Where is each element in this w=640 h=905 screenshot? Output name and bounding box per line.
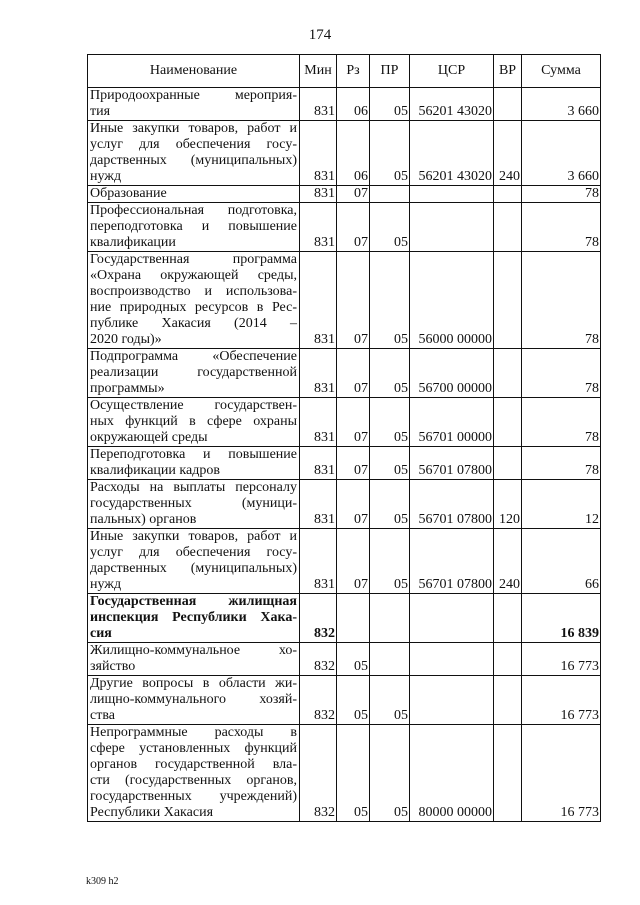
cell-sum: 12	[522, 480, 601, 529]
cell-min: 831	[300, 186, 337, 203]
row-name-line: Иные закупки товаров, работ и	[90, 529, 297, 544]
header-pr: ПР	[370, 55, 410, 88]
row-name	[88, 252, 300, 349]
cell-min: 831	[300, 398, 337, 447]
cell-sum: 78	[522, 349, 601, 398]
row-name-line: публике Хакасия (2014 –	[90, 316, 297, 331]
cell-min: 831	[300, 349, 337, 398]
row-name-line: Переподготовка и повышение	[90, 447, 297, 462]
table-row	[88, 398, 601, 447]
row-name-line: зяйство	[90, 659, 136, 674]
cell-sum: 3 660	[522, 88, 601, 121]
cell-csr: 56000 00000	[410, 252, 494, 349]
cell-min: 831	[300, 203, 337, 252]
row-name-line: «Охрана окружающей среды,	[90, 268, 297, 283]
cell-csr	[410, 186, 494, 203]
row-name	[88, 447, 300, 480]
row-name-line: нужд	[90, 577, 122, 592]
cell-sum: 78	[522, 447, 601, 480]
cell-sum: 78	[522, 398, 601, 447]
row-name-line: пальных) органов	[90, 512, 197, 527]
row-name-line: дарственных (муниципальных)	[90, 153, 297, 168]
cell-pr: 05	[370, 725, 410, 822]
cell-rz: 07	[337, 252, 370, 349]
cell-csr: 56701 07800	[410, 447, 494, 480]
cell-vr	[494, 594, 522, 643]
cell-vr	[494, 398, 522, 447]
row-name-line: органов государственной вла-	[90, 757, 297, 772]
cell-vr	[494, 447, 522, 480]
cell-rz: 07	[337, 203, 370, 252]
header-rz: Рз	[337, 55, 370, 88]
cell-vr	[494, 88, 522, 121]
cell-vr	[494, 252, 522, 349]
row-name	[88, 594, 300, 643]
cell-pr	[370, 186, 410, 203]
cell-vr	[494, 349, 522, 398]
row-name-line: Иные закупки товаров, работ и	[90, 121, 297, 136]
row-name-line: Расходы на выплаты персоналу	[90, 480, 297, 495]
cell-csr	[410, 203, 494, 252]
cell-min: 831	[300, 252, 337, 349]
row-name-line: нужд	[90, 169, 122, 184]
row-name-line: сия	[90, 626, 112, 641]
cell-sum: 3 660	[522, 121, 601, 186]
table-row	[88, 88, 601, 121]
row-name-line: переподготовка и повышение	[90, 219, 297, 234]
cell-min: 831	[300, 480, 337, 529]
row-name	[88, 643, 300, 676]
cell-csr: 56701 07800	[410, 529, 494, 594]
header-sum: Сумма	[522, 55, 601, 88]
footer-code: k309 h2	[86, 876, 119, 887]
row-name-line: лищно-коммунального хозяй-	[90, 692, 297, 707]
row-name-line: Непрограммные расходы в	[90, 725, 297, 740]
row-name-line: ства	[90, 708, 115, 723]
cell-min: 831	[300, 529, 337, 594]
row-name	[88, 398, 300, 447]
cell-rz: 05	[337, 676, 370, 725]
row-name	[88, 88, 300, 121]
cell-rz: 07	[337, 398, 370, 447]
row-name-line: Профессиональная подготовка,	[90, 203, 297, 218]
cell-pr: 05	[370, 480, 410, 529]
cell-vr	[494, 676, 522, 725]
row-name-line: воспроизводство и использова-	[90, 284, 297, 299]
row-name	[88, 186, 300, 203]
cell-csr	[410, 643, 494, 676]
cell-csr: 56700 00000	[410, 349, 494, 398]
table-row	[88, 447, 601, 480]
row-name-line: государственных (муници-	[90, 496, 297, 511]
header-min: Мин	[300, 55, 337, 88]
row-name-line: услуг для обеспечения госу-	[90, 137, 297, 152]
row-name-line: Образование	[90, 186, 167, 201]
row-name-line: программы»	[90, 381, 165, 396]
cell-min: 831	[300, 88, 337, 121]
cell-vr: 120	[494, 480, 522, 529]
row-name	[88, 349, 300, 398]
cell-pr	[370, 594, 410, 643]
cell-min: 832	[300, 725, 337, 822]
cell-pr	[370, 643, 410, 676]
table-row	[88, 480, 601, 529]
cell-rz	[337, 594, 370, 643]
table-row	[88, 186, 601, 203]
row-name-line: Подпрограмма «Обеспечение	[90, 349, 297, 364]
row-name-line: услуг для обеспечения госу-	[90, 545, 297, 560]
cell-rz: 06	[337, 88, 370, 121]
cell-rz: 07	[337, 349, 370, 398]
cell-rz: 05	[337, 643, 370, 676]
row-name-line: сфере установленных функций	[90, 741, 297, 756]
cell-vr	[494, 643, 522, 676]
table-row	[88, 252, 601, 349]
row-name-line: окружающей среды	[90, 430, 208, 445]
row-name-line: Другие вопросы в области жи-	[90, 676, 297, 691]
cell-min: 832	[300, 676, 337, 725]
cell-sum: 78	[522, 252, 601, 349]
cell-pr: 05	[370, 88, 410, 121]
cell-vr: 240	[494, 121, 522, 186]
cell-csr: 56701 07800	[410, 480, 494, 529]
cell-csr: 56701 00000	[410, 398, 494, 447]
cell-rz: 07	[337, 529, 370, 594]
cell-sum: 16 773	[522, 725, 601, 822]
row-name-line: Государственная жилищная	[90, 594, 297, 609]
cell-rz: 07	[337, 186, 370, 203]
row-name-line: Осуществление государствен-	[90, 398, 297, 413]
row-name-line: сти (государственных органов,	[90, 773, 297, 788]
cell-min: 832	[300, 643, 337, 676]
cell-pr: 05	[370, 447, 410, 480]
row-name-line: 2020 годы)»	[90, 332, 162, 347]
cell-pr: 05	[370, 252, 410, 349]
table-row	[88, 725, 601, 822]
cell-min: 831	[300, 447, 337, 480]
row-name-line: государственных учреждений)	[90, 789, 297, 804]
cell-sum: 16 773	[522, 643, 601, 676]
row-name	[88, 480, 300, 529]
page-number: 174	[308, 27, 332, 43]
cell-pr: 05	[370, 529, 410, 594]
cell-pr: 05	[370, 121, 410, 186]
row-name-line: тия	[90, 104, 111, 119]
row-name-line: квалификации	[90, 235, 176, 250]
row-name-line: дарственных (муниципальных)	[90, 561, 297, 576]
table-row	[88, 529, 601, 594]
cell-vr	[494, 203, 522, 252]
table-row	[88, 594, 601, 643]
cell-csr: 56201 43020	[410, 88, 494, 121]
row-name	[88, 725, 300, 822]
row-name-line: инспекция Республики Хака-	[90, 610, 297, 625]
table-row	[88, 676, 601, 725]
cell-sum: 78	[522, 203, 601, 252]
header-csr: ЦСР	[410, 55, 494, 88]
cell-rz: 07	[337, 480, 370, 529]
row-name-line: Республики Хакасия	[90, 805, 214, 820]
budget-table	[87, 54, 601, 822]
cell-pr: 05	[370, 203, 410, 252]
cell-vr	[494, 725, 522, 822]
row-name	[88, 676, 300, 725]
cell-csr: 80000 00000	[410, 725, 494, 822]
cell-sum: 16 839	[522, 594, 601, 643]
cell-pr: 05	[370, 398, 410, 447]
cell-rz: 07	[337, 447, 370, 480]
cell-pr: 05	[370, 349, 410, 398]
cell-vr	[494, 186, 522, 203]
header-vr: ВР	[494, 55, 522, 88]
row-name-line: Природоохранные мероприя-	[90, 88, 297, 103]
table-row	[88, 643, 601, 676]
table-row	[88, 349, 601, 398]
cell-rz: 06	[337, 121, 370, 186]
row-name-line: ние природных ресурсов в Рес-	[90, 300, 297, 315]
row-name	[88, 203, 300, 252]
cell-min: 832	[300, 594, 337, 643]
row-name-line: Жилищно-коммунальное хо-	[90, 643, 297, 658]
cell-csr: 56201 43020	[410, 121, 494, 186]
cell-min: 831	[300, 121, 337, 186]
cell-csr	[410, 676, 494, 725]
cell-vr: 240	[494, 529, 522, 594]
cell-sum: 66	[522, 529, 601, 594]
row-name-line: реализации государственной	[90, 365, 297, 380]
cell-rz: 05	[337, 725, 370, 822]
row-name-line: ных функций в сфере охраны	[90, 414, 297, 429]
cell-pr: 05	[370, 676, 410, 725]
cell-sum: 78	[522, 186, 601, 203]
header-name: Наименование	[88, 55, 300, 88]
row-name	[88, 121, 300, 186]
row-name	[88, 529, 300, 594]
row-name-line: Государственная программа	[90, 252, 297, 267]
table-header-row	[88, 55, 601, 88]
cell-sum: 16 773	[522, 676, 601, 725]
table-row	[88, 121, 601, 186]
row-name-line: квалификации кадров	[90, 463, 220, 478]
cell-csr	[410, 594, 494, 643]
table-row	[88, 203, 601, 252]
